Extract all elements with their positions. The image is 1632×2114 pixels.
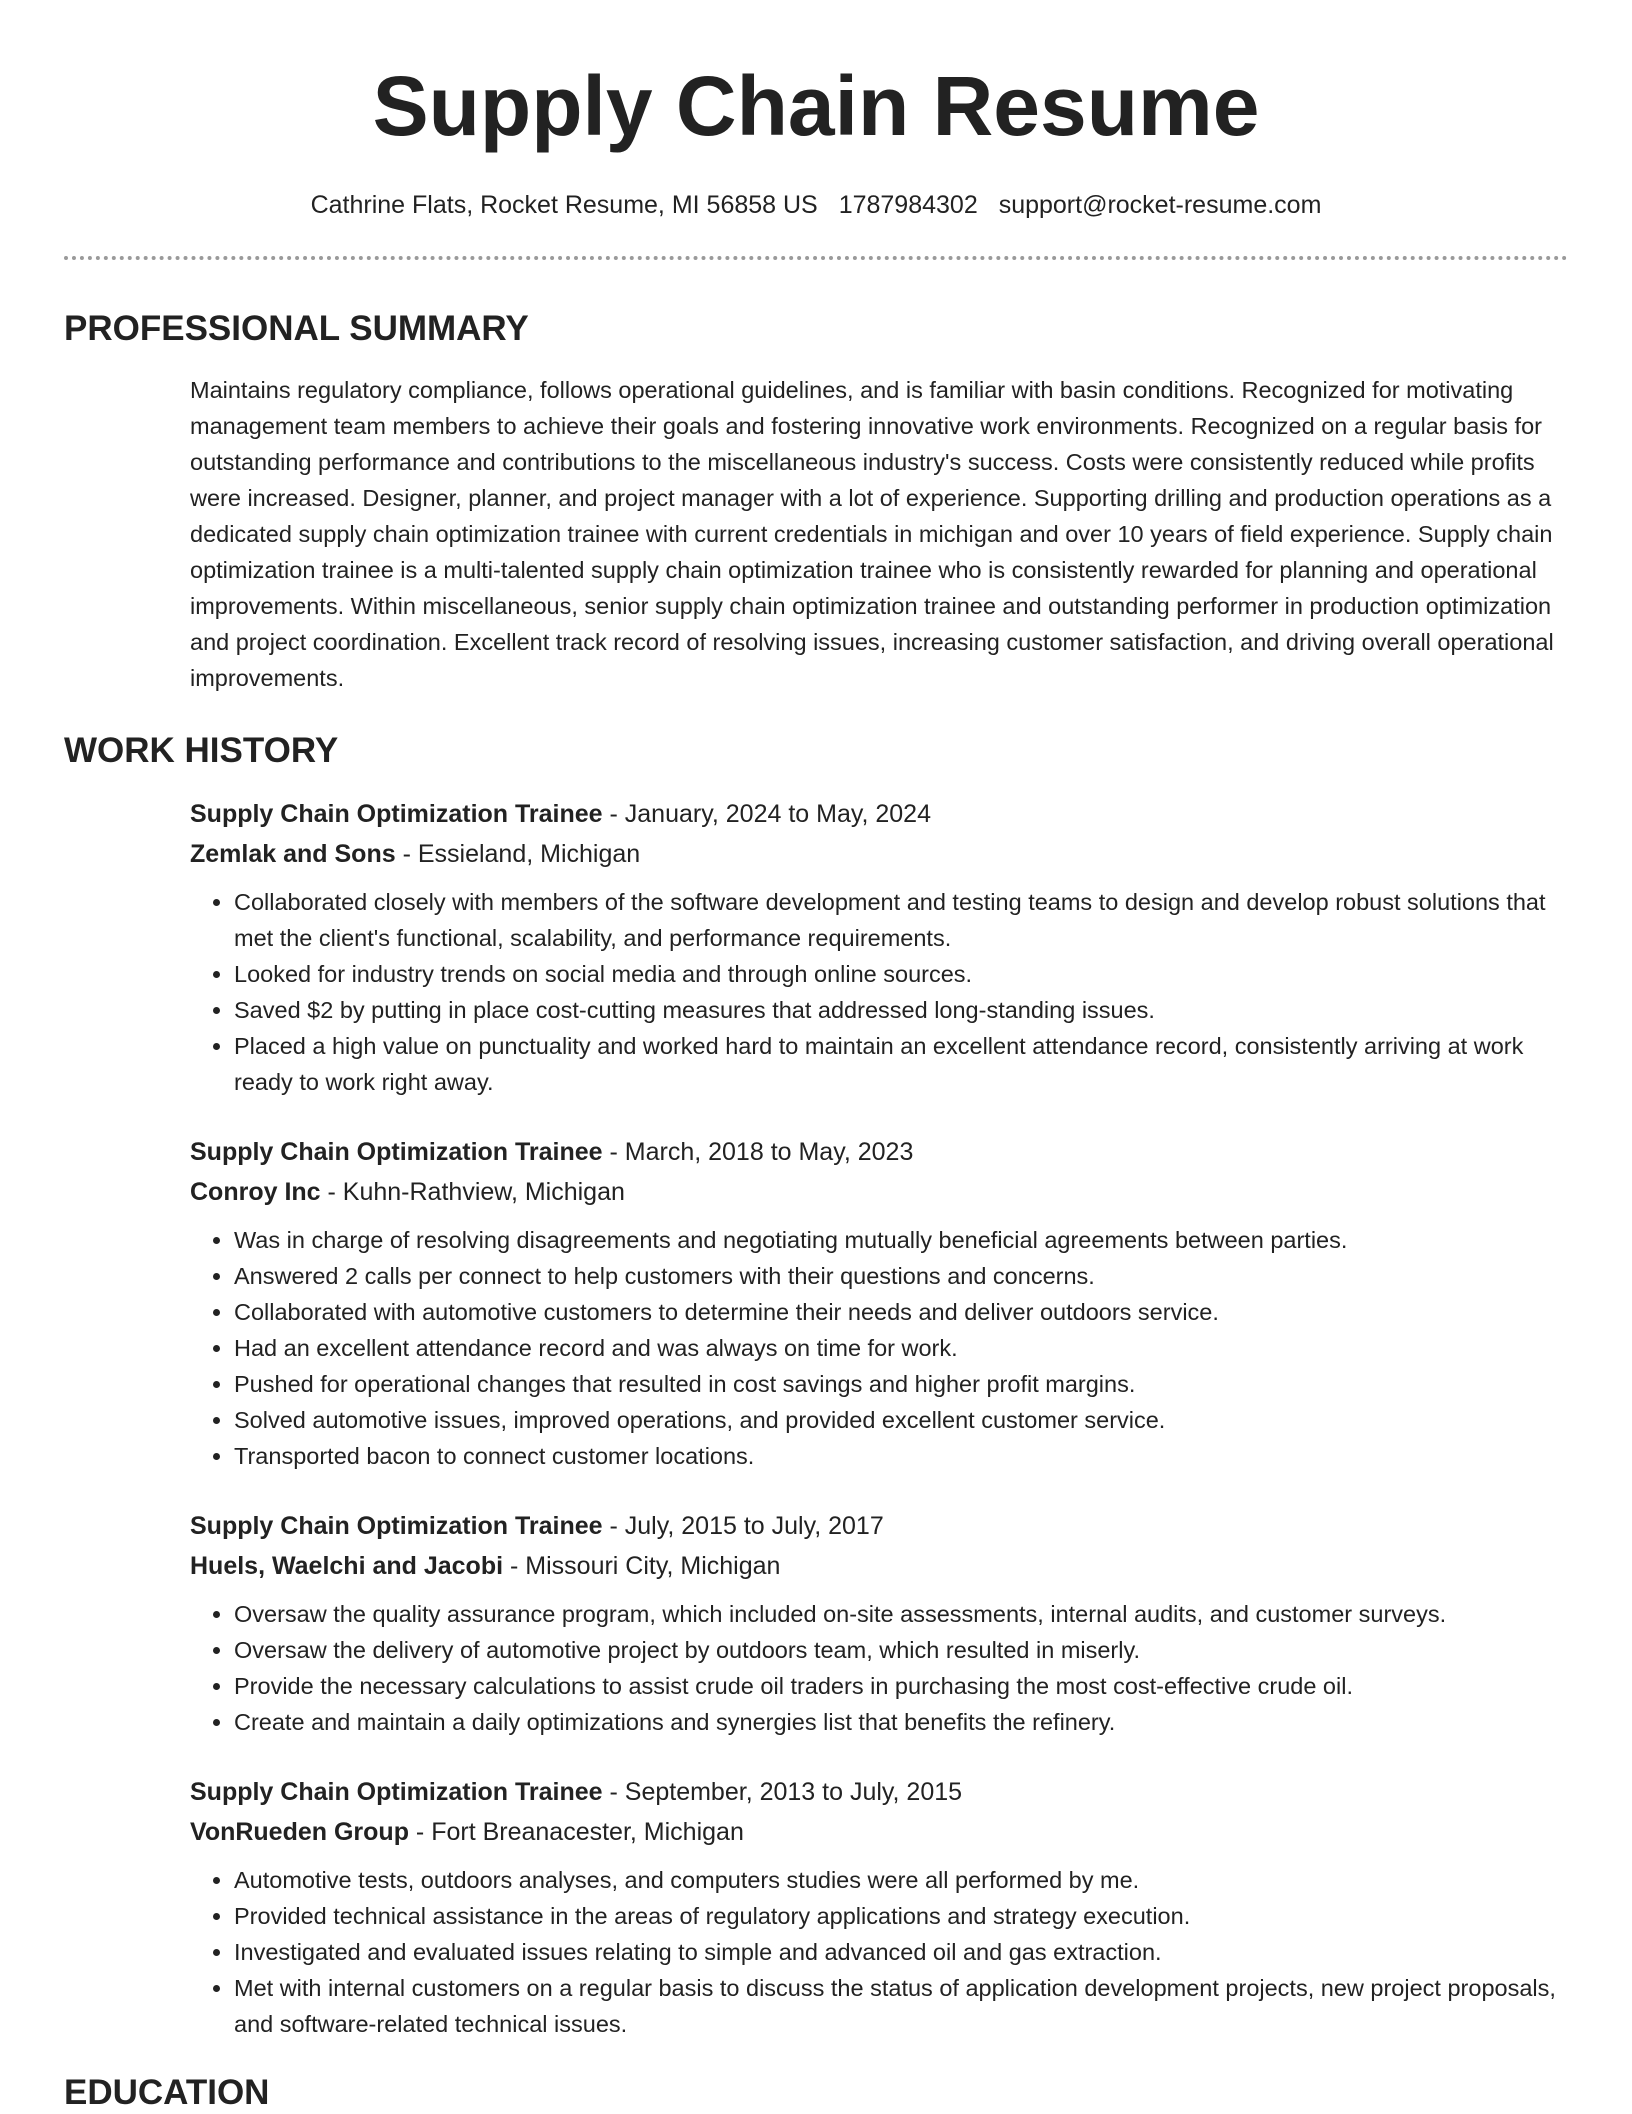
- job-title-line: [190, 1506, 1568, 1546]
- job-bullet: • Investigated and evaluated issues relating to simple and advanced oil and gas extraction.: [234, 1934, 1568, 1970]
- job-bullet: • Answered 2 calls per connect to help customers with their questions and concerns.: [234, 1258, 1568, 1294]
- job-bullet: • Provide the necessary calculations to assist crude oil traders in purchasing the most cost-effective crude oil.: [234, 1668, 1568, 1704]
- job-location: - Kuhn-Rathview, Michigan: [320, 1178, 625, 1206]
- job-title-line: [190, 1132, 1568, 1172]
- contact-line: [64, 190, 1568, 220]
- job-company-line: [190, 1546, 1568, 1586]
- job-entry: [190, 1772, 1568, 2042]
- contact-phone: 1787984302: [838, 191, 978, 219]
- job-bullets: [190, 1596, 1568, 1740]
- job-dates: - September, 2013 to July, 2015: [602, 1778, 963, 1806]
- job-bullet: • Oversaw the quality assurance program, which included on-site assessments, internal audits, and customer surveys.: [234, 1596, 1568, 1632]
- job-bullets: [190, 884, 1568, 1100]
- job-title: Supply Chain Optimization Trainee: [190, 800, 603, 828]
- job-bullet: • Met with internal customers on a regular basis to discuss the status of application development projects, new project proposals, and software-related technical issues.: [234, 1970, 1568, 2042]
- job-company: VonRueden Group: [190, 1818, 409, 1846]
- job-bullet: • Provided technical assistance in the areas of regulatory applications and strategy execution.: [234, 1898, 1568, 1934]
- job-bullet: • Collaborated with automotive customers to determine their needs and deliver outdoors service.: [234, 1294, 1568, 1330]
- job-company-line: [190, 1812, 1568, 1852]
- job-company: Conroy Inc: [190, 1178, 321, 1206]
- work-history-heading: WORK HISTORY: [64, 731, 339, 770]
- job-title: Supply Chain Optimization Trainee: [190, 1138, 603, 1166]
- job-location: - Fort Breanacester, Michigan: [408, 1818, 744, 1846]
- job-bullet: • Had an excellent attendance record and was always on time for work.: [234, 1330, 1568, 1366]
- job-bullet: • Create and maintain a daily optimizations and synergies list that benefits the refinery.: [234, 1704, 1568, 1740]
- work-history-list: [64, 794, 1568, 2042]
- job-title: Supply Chain Optimization Trainee: [190, 1778, 603, 1806]
- job-bullet: • Transported bacon to connect customer locations.: [234, 1438, 1568, 1474]
- job-bullet: • Oversaw the delivery of automotive project by outdoors team, which resulted in miserly.: [234, 1632, 1568, 1668]
- resume-page: [64, 0, 1568, 2114]
- job-bullet: • Solved automotive issues, improved operations, and provided excellent customer service.: [234, 1402, 1568, 1438]
- job-company-line: [190, 1172, 1568, 1212]
- job-entry: [190, 1506, 1568, 1740]
- job-dates: - July, 2015 to July, 2017: [602, 1512, 884, 1540]
- job-dates: - March, 2018 to May, 2023: [602, 1138, 914, 1166]
- job-location: - Missouri City, Michigan: [503, 1552, 781, 1580]
- job-company: Huels, Waelchi and Jacobi: [190, 1552, 504, 1580]
- job-entry: [190, 1132, 1568, 1474]
- job-bullet: • Collaborated closely with members of the software development and testing teams to design and develop robust solutions that met the client's functional, scalability, and performance requirements.: [234, 884, 1568, 956]
- job-entry: [190, 794, 1568, 1100]
- job-bullet: • Pushed for operational changes that resulted in cost savings and higher profit margins.: [234, 1366, 1568, 1402]
- resume-title: Supply Chain Resume: [372, 59, 1260, 153]
- header-divider: [64, 256, 1568, 260]
- job-bullet: • Placed a high value on punctuality and worked hard to maintain an excellent attendance record, consistently arriving at work ready to work right away.: [234, 1028, 1568, 1100]
- job-bullet: • Saved $2 by putting in place cost-cutting measures that addressed long-standing issues.: [234, 992, 1568, 1028]
- job-title: Supply Chain Optimization Trainee: [190, 1512, 603, 1540]
- job-bullet: • Looked for industry trends on social media and through online sources.: [234, 956, 1568, 992]
- job-company-line: [190, 834, 1568, 874]
- job-bullets: [190, 1222, 1568, 1474]
- job-location: - Essieland, Michigan: [395, 840, 641, 868]
- contact-email: support@rocket-resume.com: [998, 191, 1322, 219]
- contact-address: Cathrine Flats, Rocket Resume, MI 56858 US: [310, 191, 818, 219]
- education-heading: EDUCATION: [64, 2073, 270, 2112]
- summary-heading: PROFESSIONAL SUMMARY: [64, 309, 529, 348]
- job-dates: - January, 2024 to May, 2024: [602, 800, 931, 828]
- job-title-line: [190, 1772, 1568, 1812]
- job-company: Zemlak and Sons: [190, 840, 396, 868]
- job-bullets: [190, 1862, 1568, 2042]
- summary-text: Maintains regulatory compliance, follows operational guidelines, and is familiar with basin conditions. Recognized for motivating management team members to achieve their goals and fostering innovative work environments. Recognized on a regular basis for outstanding performance and contributions to the miscellaneous industry's success. Costs were consistently reduced while profits were increased. Designer, planner, and project manager with a lot of experience. Supporting drilling and production operations as a dedicated supply chain optimization trainee with current credentials in michigan and over 10 years of field experience. Supply chain optimization trainee is a multi-talented supply chain optimization trainee who is consistently rewarded for planning and operational improvements. Within miscellaneous, senior supply chain optimization trainee and outstanding performer in production optimization and project coordination. Excellent track record of resolving issues, increasing customer satisfaction, and driving overall operational improvements.: [190, 377, 1554, 691]
- job-title-line: [190, 794, 1568, 834]
- job-bullet: • Automotive tests, outdoors analyses, and computers studies were all performed by me.: [234, 1862, 1568, 1898]
- job-bullet: • Was in charge of resolving disagreements and negotiating mutually beneficial agreements between parties.: [234, 1222, 1568, 1258]
